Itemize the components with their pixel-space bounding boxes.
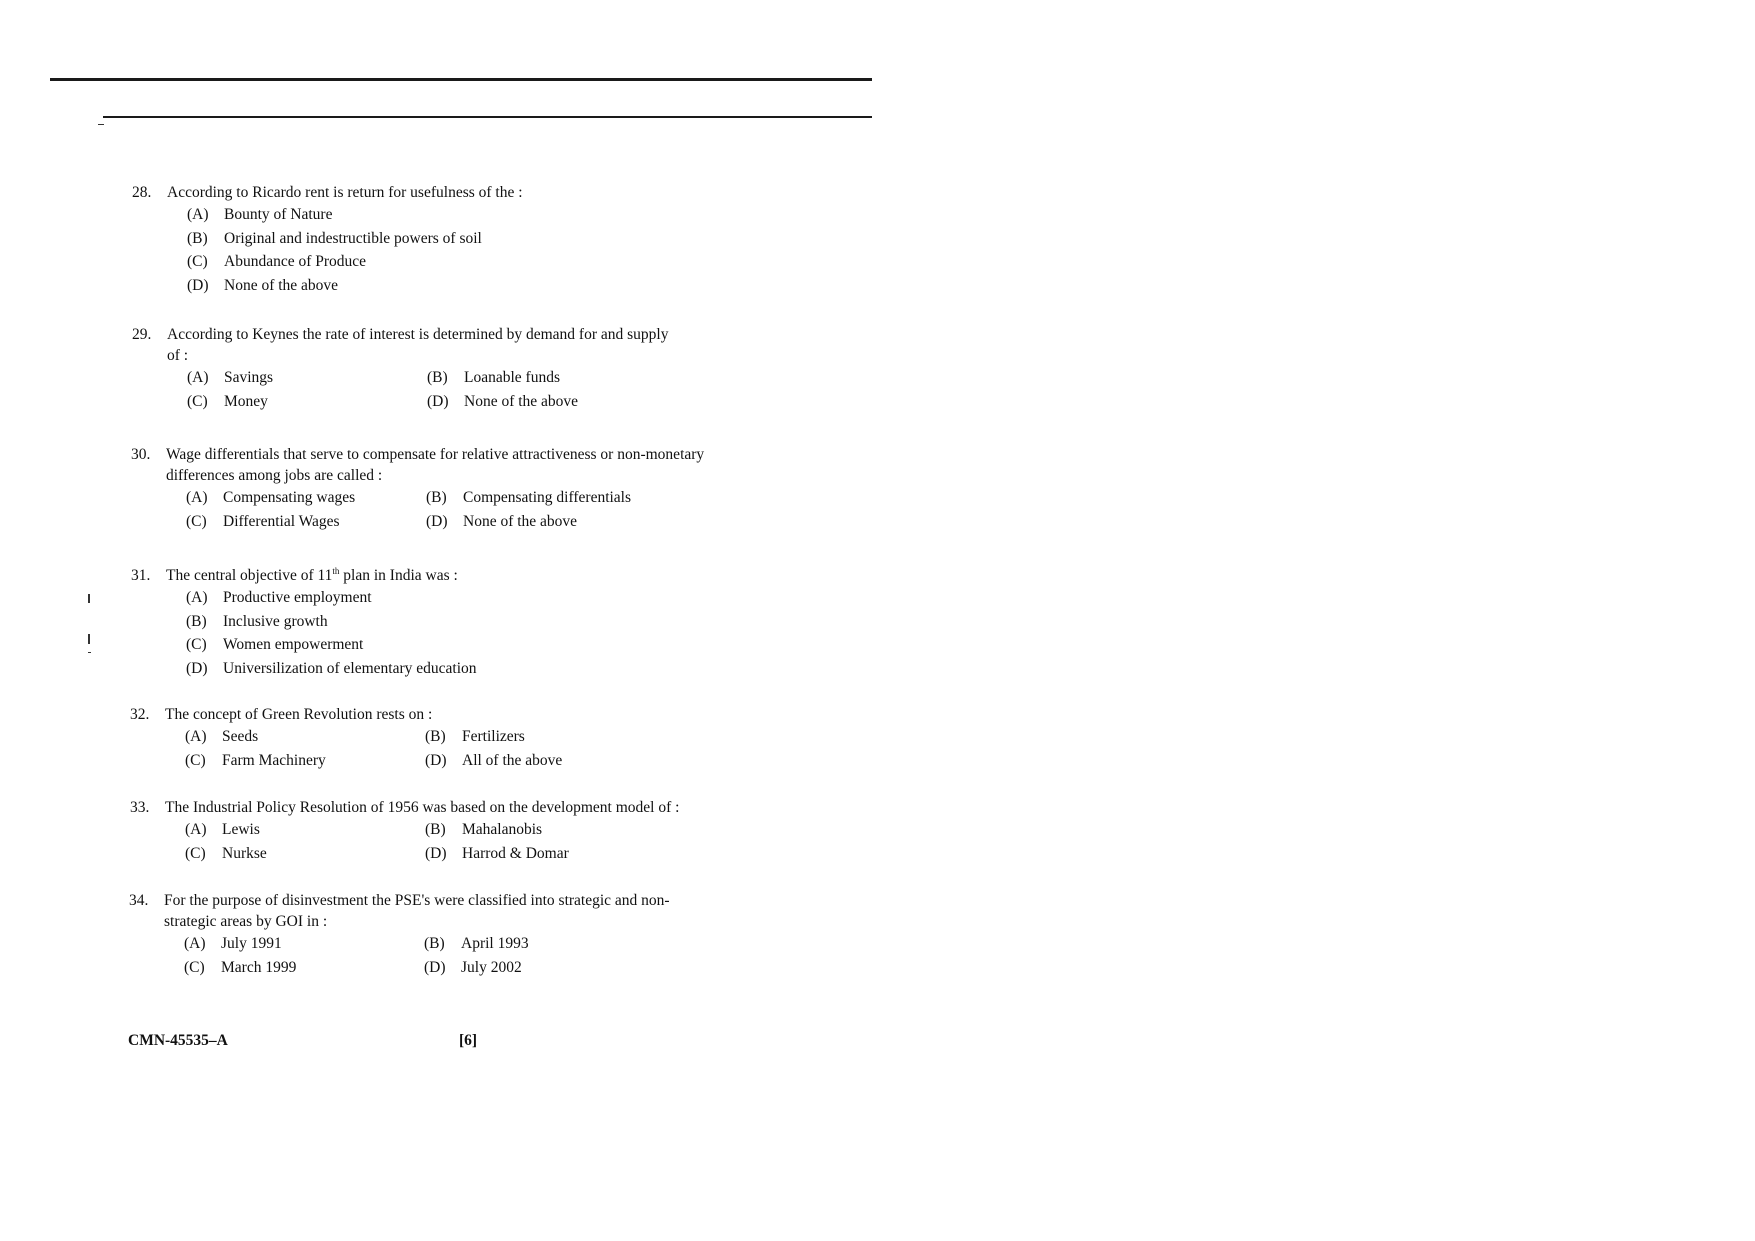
options <box>187 203 523 297</box>
paper-code: CMN-45535–A <box>128 1032 228 1049</box>
options <box>184 932 670 979</box>
option-a: (A) Seeds <box>185 728 259 746</box>
question-number: 33. <box>130 799 150 816</box>
option-a: (A) Productive employment <box>186 589 372 607</box>
option-b: (B) Inclusive growth <box>186 612 328 630</box>
page-number: [6] <box>459 1032 478 1049</box>
stray-mark <box>98 124 104 125</box>
question-number: 34. <box>129 892 149 909</box>
question-text: The concept of Green Revolution rests on : <box>165 706 433 723</box>
question-30 <box>131 444 704 533</box>
question-32 <box>130 704 562 772</box>
option-d: (D) None of the above <box>426 512 578 530</box>
question-text-continued: differences among jobs are called : <box>166 467 383 484</box>
question-text: According to Ricardo rent is return for usefulness of the : <box>167 184 523 201</box>
options <box>186 586 477 680</box>
option-d: (D) None of the above <box>427 392 579 410</box>
question-text: The Industrial Policy Resolution of 1956 was based on the development model of : <box>165 799 680 816</box>
question-text: Wage differentials that serve to compensate for relative attractiveness or non-monetary <box>166 446 705 463</box>
option-c: (C) March 1999 <box>184 958 297 976</box>
options <box>187 366 668 413</box>
question-33 <box>130 797 679 865</box>
question-number: 28. <box>132 184 152 201</box>
option-d: (D) All of the above <box>425 751 563 769</box>
option-c: (C) Abundance of Produce <box>187 253 367 271</box>
option-b: (B) April 1993 <box>424 935 529 953</box>
option-c: (C) Nurkse <box>185 844 267 862</box>
question-28 <box>132 182 523 297</box>
option-b: (B) Original and indestructible powers of soil <box>187 229 482 247</box>
scan-mark <box>88 652 91 653</box>
option-c: (C) Women empowerment <box>186 636 364 654</box>
question-number: 32. <box>130 706 150 723</box>
option-a: (A) Lewis <box>185 821 260 839</box>
option-a: (A) Bounty of Nature <box>187 206 333 224</box>
question-text: For the purpose of disinvestment the PSE's were classified into strategic and non- <box>164 892 670 909</box>
option-c: (C) Farm Machinery <box>185 751 326 769</box>
question-number: 31. <box>131 567 151 584</box>
options <box>185 818 679 865</box>
question-number: 29. <box>132 326 152 343</box>
scan-mark <box>88 634 90 644</box>
header-rule-second <box>103 116 872 118</box>
question-number: 30. <box>131 446 151 463</box>
option-a: (A) July 1991 <box>184 935 282 953</box>
question-31 <box>131 565 477 680</box>
header-rule-top <box>50 78 872 81</box>
option-b: (B) Loanable funds <box>427 369 560 387</box>
option-d: (D) July 2002 <box>424 958 522 976</box>
option-b: (B) Mahalanobis <box>425 821 543 839</box>
question-text-continued: strategic areas by GOI in : <box>164 913 328 930</box>
option-d: (D) None of the above <box>187 276 339 294</box>
question-29 <box>132 324 668 413</box>
options <box>186 486 704 533</box>
question-text: The central objective of 11th plan in India was : <box>166 565 458 584</box>
option-a: (A) Compensating wages <box>186 489 356 507</box>
option-d: (D) Harrod & Domar <box>425 844 569 862</box>
option-b: (B) Fertilizers <box>425 728 525 746</box>
option-c: (C) Money <box>187 392 268 410</box>
option-c: (C) Differential Wages <box>186 512 340 530</box>
question-text: According to Keynes the rate of interest is determined by demand for and supply <box>167 326 669 343</box>
question-34 <box>129 890 670 979</box>
options <box>185 725 562 772</box>
option-b: (B) Compensating differentials <box>426 489 632 507</box>
option-a: (A) Savings <box>187 369 274 387</box>
scan-mark <box>88 594 90 603</box>
option-d: (D) Universilization of elementary education <box>186 659 477 677</box>
question-text-continued: of : <box>167 347 189 364</box>
